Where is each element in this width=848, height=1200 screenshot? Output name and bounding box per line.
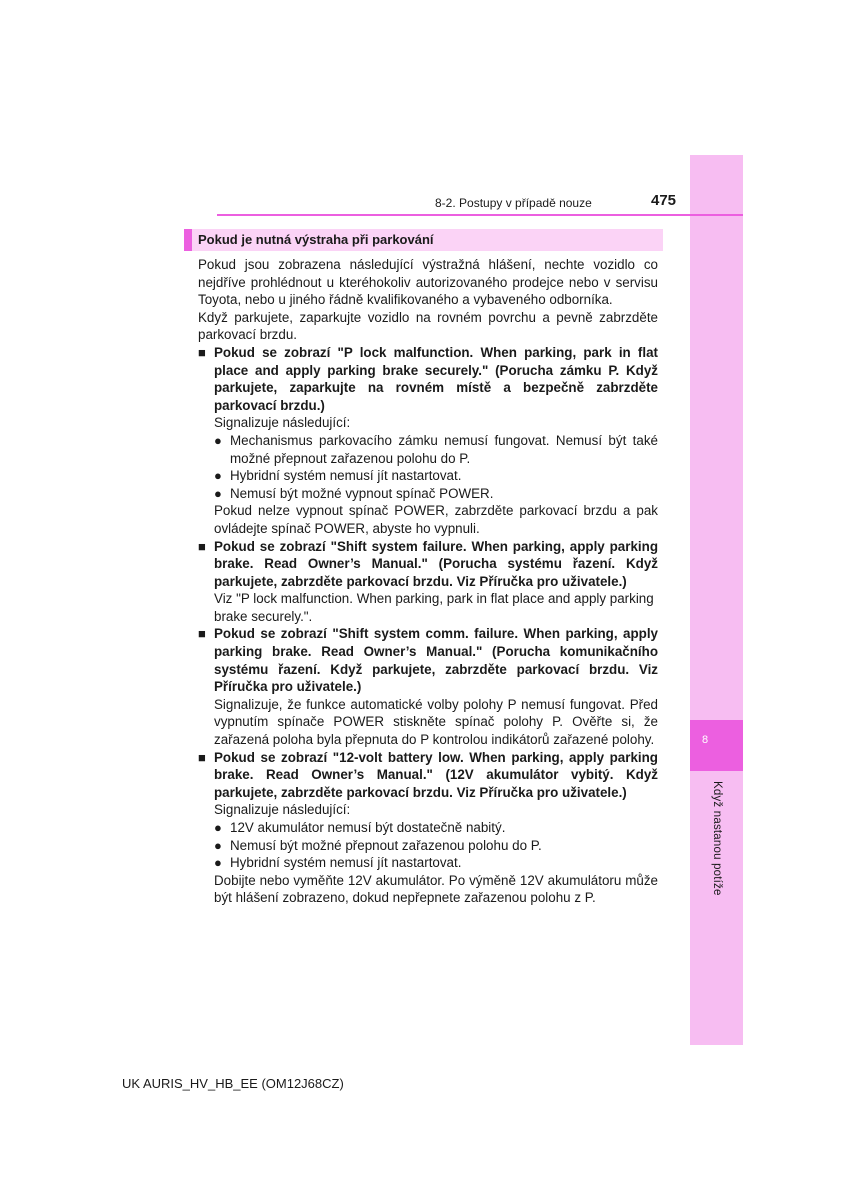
- warning-heading: Pokud se zobrazí "Shift system failure. When parking, apply parking brake. Read Owner’s Manual." (Porucha systému řazení. Když parkujete, zabrzděte parkovací brzdu. Viz Příručka pro uživatele.): [214, 538, 658, 589]
- bullet-text: 12V akumulátor nemusí být dostatečně nabitý.: [230, 820, 506, 835]
- bullet-icon: ●: [214, 820, 222, 835]
- chapter-title: Když nastanou potíže: [711, 781, 723, 896]
- header-divider: [217, 214, 743, 216]
- square-bullet-icon: ■: [198, 749, 206, 765]
- bullet-item: [214, 819, 658, 837]
- warning-lead: Viz "P lock malfunction. When parking, park in flat place and apply parking brake securely.".: [214, 591, 654, 624]
- page-content: [198, 256, 658, 907]
- warning-heading: Pokud se zobrazí "12-volt battery low. When parking, apply parking brake. Read Owner’s Manual." (12V akumulátor vybitý. Když parkujete, zabrzděte parkovací brzdu. Viz Příručka pro uživatele.): [214, 749, 658, 800]
- chapter-side-tab: [690, 155, 743, 1045]
- square-bullet-icon: ■: [198, 344, 206, 360]
- warning-lead: Signalizuje, že funkce automatické volby polohy P nemusí fungovat. Před vypnutím spínače POWER stiskněte spínač polohy P. Ověřte si, že zařazená poloha byla přepnuta do P kontrolou indikátorů zařazené polohy.: [214, 696, 658, 748]
- section-heading-accent: [184, 229, 192, 251]
- warning-item: [198, 749, 658, 907]
- chapter-number: 8: [701, 734, 709, 746]
- bullet-text: Nemusí být možné vypnout spínač POWER.: [230, 485, 494, 501]
- header-section-title: 8-2. Postupy v případě nouze: [435, 196, 592, 210]
- warning-heading: Pokud se zobrazí "Shift system comm. failure. When parking, apply parking brake. Read Owner’s Manual." (Porucha komunikačního systému řazení. Když parkujete, zabrzděte parkovací brzdu. Viz Příručka pro uživatele.): [214, 626, 658, 695]
- warning-note: Dobijte nebo vyměňte 12V akumulátor. Po výměně 12V akumulátoru může být hlášení zobrazeno, dokud nepřepnete zařazenou polohu z P.: [214, 872, 658, 906]
- square-bullet-icon: ■: [198, 626, 206, 642]
- bullet-item: [214, 854, 658, 872]
- bullet-text: Mechanismus parkovacího zámku nemusí fungovat. Nemusí být také možné přepnout zařazenou polohu do P.: [230, 432, 658, 466]
- bullet-text: Hybridní systém nemusí jít nastartovat.: [230, 468, 462, 484]
- warning-lead: Signalizuje následující:: [214, 415, 351, 431]
- warning-item: [198, 625, 658, 748]
- warning-lead: Signalizuje následující:: [214, 802, 351, 818]
- bullet-item: [214, 467, 658, 485]
- bullet-icon: ●: [214, 837, 222, 853]
- bullet-text: Nemusí být možné přepnout zařazenou polohu do P.: [230, 837, 542, 853]
- footer-model-code: UK AURIS_HV_HB_EE (OM12J68CZ): [122, 1076, 344, 1091]
- intro-paragraph: Pokud jsou zobrazena následující výstražná hlášení, nechte vozidlo co nejdříve prohlédnout u kteréhokoliv autorizovaného prodejce nebo v servisu Toyota, nebo u jiného řádně kvalifikovaného a vybaveného odborníka.: [198, 257, 658, 308]
- warning-item: [198, 344, 658, 538]
- square-bullet-icon: ■: [198, 538, 206, 554]
- warning-note: Pokud nelze vypnout spínač POWER, zabrzděte parkovací brzdu a pak ovládejte spínač POWER, abyste ho vypnuli.: [214, 503, 658, 536]
- bullet-icon: ●: [214, 468, 222, 484]
- warning-heading: Pokud se zobrazí "P lock malfunction. When parking, park in flat place and apply parking brake securely." (Porucha zámku P. Když parkujete, zaparkujte na rovném místě a bezpečně zabrzděte parkovací brzdu.): [214, 344, 658, 413]
- intro-paragraph: Když parkujete, zaparkujte vozidlo na rovném povrchu a pevně zabrzděte parkovací brzdu.: [198, 309, 658, 343]
- bullet-text: Hybridní systém nemusí jít nastartovat.: [230, 855, 462, 871]
- bullet-icon: ●: [214, 485, 222, 501]
- bullet-item: [214, 485, 658, 503]
- bullet-item: [214, 837, 658, 855]
- bullet-icon: ●: [214, 432, 222, 448]
- bullet-icon: ●: [214, 855, 222, 871]
- warning-item: [198, 538, 658, 626]
- bullet-item: [214, 432, 658, 467]
- page-number: 475: [651, 192, 677, 209]
- section-heading: Pokud je nutná výstraha při parkování: [198, 232, 434, 247]
